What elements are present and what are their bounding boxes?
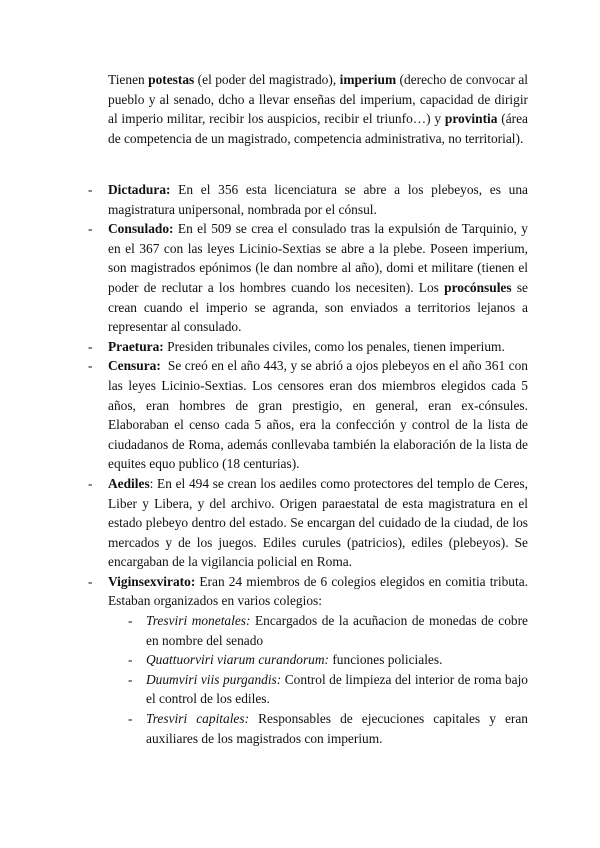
bullet-dash: - bbox=[88, 182, 93, 197]
term-provintia: provintia bbox=[444, 111, 498, 127]
bullet-dash: - bbox=[88, 338, 93, 354]
sublist-item: - Tresviri monetales: Encargados de la acuñacion de monedas de cobre en nombre del senado bbox=[128, 613, 528, 648]
sublist-item: - Tresviri capitales: Responsables de ejecuciones capitales y eran auxiliares de los magistrados con imperium. bbox=[128, 711, 528, 746]
magistratures-list bbox=[0, 180, 600, 748]
list-item-aediles: - Aediles: En el 494 se crean los aediles como protectores del templo de Ceres, Liber y Libera, y del archivo. Origen paraestatal de esta magistratura en el estado plebeyo dentro del estado. Se encargan del cuidado de la ciudad, de los mercados y de los juegos. Ediles curules (patricios), ediles (plebeyos). Se encargaban de la vigilancia policial en Roma. bbox=[88, 475, 528, 570]
list-item-praetura: - Praetura: Presiden tribunales civiles, como los penales, tienen imperium. bbox=[0, 337, 528, 357]
sublist-item: - Quattuorviri viarum curandorum: funciones policiales. bbox=[128, 652, 443, 668]
sublist-item: - Duumviri viis purgandis: Control de limpieza del interior de roma bajo el control de los ediles. bbox=[128, 671, 528, 707]
list-item-censura: - Censura: Se creó en el año 443, y se abrió a ojos plebeyos en el año 361 con las leyes Licinio-Sextias. Los censores eran dos miembros elegidos cada 5 años, eran hombres de gran prestigio, en general, eran ex-cónsules. Elaboraban el censo cada 5 años, era la confección y control de la lista de ciudadanos de Roma, además conllevaba también la elaboración de la lista de equites equo publico (18 centurias). bbox=[88, 358, 532, 472]
intro-paragraph: Tienen potestas (el poder del magistrado), imperium (derecho de convocar al pueblo y al senado, dcho a llevar enseñas del imperium, capacidad de dirigir al imperio militar, recibir los auspicios, recibir el triunfo…) y provintia (área de competencia de un magistrado, competencia administrativa, no territorial). bbox=[108, 72, 528, 146]
bullet-dash: - bbox=[88, 573, 93, 589]
list-item-dictadura: - Dictadura: En el 356 esta licenciatura se abre a los plebeyos, es una magistratura unipersonal, nombrada por el cónsul. bbox=[88, 182, 528, 217]
bullet-dash: - bbox=[88, 221, 93, 237]
list-item-consulado: - Consulado: En el 509 se crea el consulado tras la expulsión de Tarquinio, y en el 367 con las leyes Licinio-Sextias se abre a la plebe. Poseen imperium, son magistrados epónimos (le dan nombre al año), domi et militare (tienen el poder de reclutar a los hombres cuando los necesiten). Los procónsules se crean cuando el imperio se agranda, son enviados a territorios lejanos a representar al consulado. bbox=[88, 221, 528, 335]
bullet-dash: - bbox=[88, 358, 93, 374]
term-potestas: potestas bbox=[148, 72, 195, 87]
term-imperium: imperium bbox=[339, 72, 397, 87]
list-item-viginsexvirato: - Viginsexvirato: Eran 24 miembros de 6 colegios elegidos en comitia tributa. Estaban organizados en varios colegios: - Tresviri monetales: Encargados de la acuñacion de monedas de cobre en nombre del senado - Quattuorviri viarum curandorum: funciones policiales. - Duumviri viis purgandis: Control de limpieza del interior de roma bajo el control de los ediles. - Tresviri capitales: Responsables de ejecuciones capitales y eran auxiliares de los magistrados con imperium. bbox=[0, 572, 528, 748]
bullet-dash: - bbox=[88, 475, 93, 491]
colegios-sublist bbox=[108, 611, 528, 748]
